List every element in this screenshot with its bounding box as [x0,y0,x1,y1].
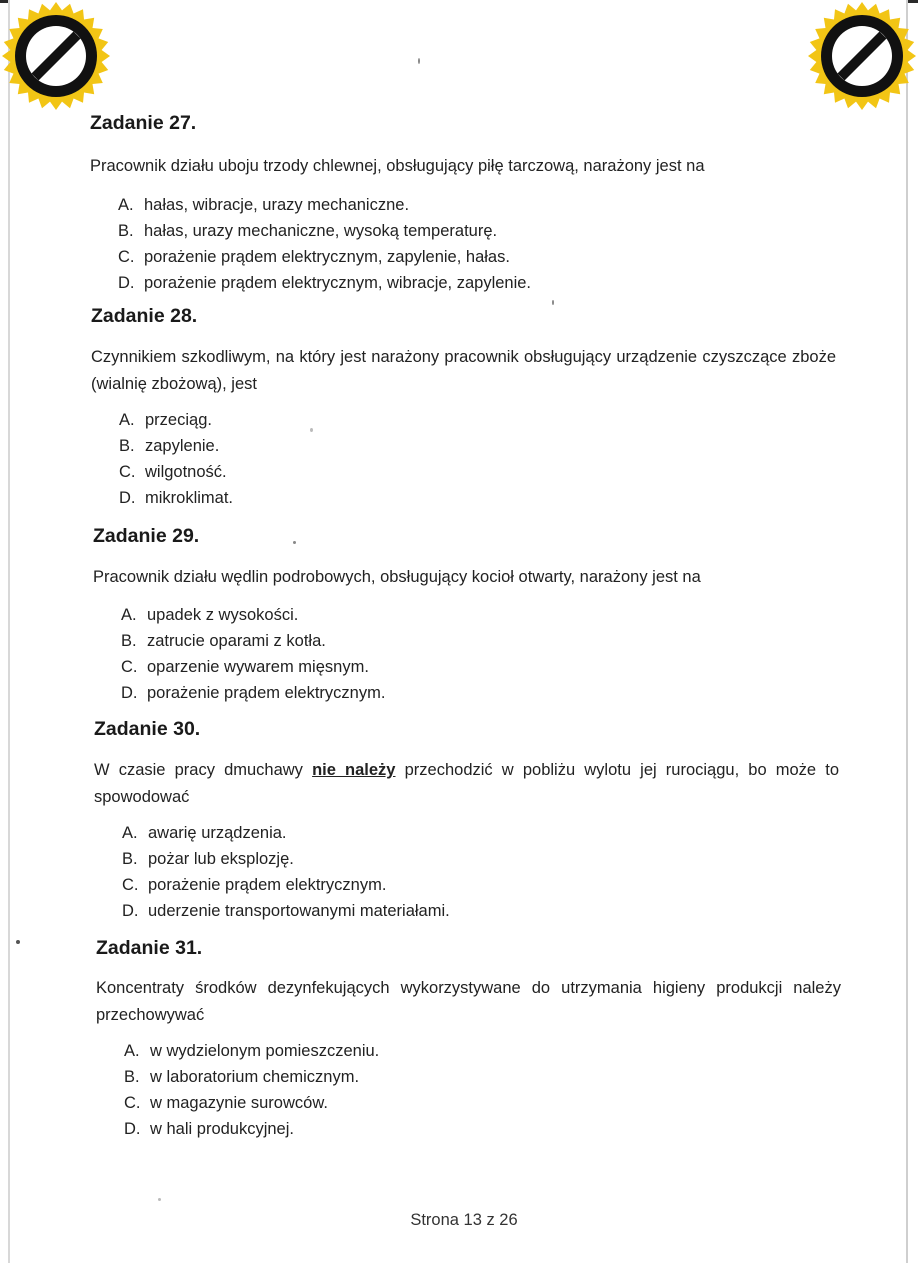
scan-speck [418,58,420,64]
task-30 [94,718,839,924]
page-number: Strona 13 z 26 [410,1211,518,1229]
scan-speck [552,300,554,305]
task-29 [93,525,838,706]
task-title: Zadanie 29. [93,525,200,547]
answer-option-b: B. w laboratorium chemicznym. [124,1068,360,1086]
answer-option-c: C. oparzenie wywarem mięsnym. [121,658,369,676]
answer-option-a: A. awarię urządzenia. [122,824,287,842]
answer-options [94,820,839,924]
answer-option-b: B. pożar lub eksplozję. [122,850,294,868]
task-title: Zadanie 30. [94,718,201,740]
answer-option-c: C. wilgotność. [119,463,227,481]
task-question: W czasie pracy dmuchawy nie należy przechodzić w pobliżu wylotu jej rurociągu, bo może to spowodować [94,761,839,806]
scan-speck [293,541,296,544]
answer-option-d: D. uderzenie transportowanymi materiałami. [122,902,450,920]
answer-option-a: A. upadek z wysokości. [121,606,299,624]
answer-options [93,602,838,706]
scan-speck [158,1198,161,1201]
answer-option-c: C. porażenie prądem elektrycznym. [122,876,387,894]
answer-option-d: D. mikroklimat. [119,489,234,507]
answer-option-d: D. w hali produkcyjnej. [124,1120,294,1138]
task-title: Zadanie 31. [96,937,203,959]
task-31 [96,937,841,1142]
answer-option-b: B. hałas, urazy mechaniczne, wysoką temperaturę. [118,222,498,240]
answer-option-d: D. porażenie prądem elektrycznym, wibracje, zapylenie. [118,274,532,292]
answer-option-a: A. w wydzielonym pomieszczeniu. [124,1042,380,1060]
task-question: Koncentraty środków dezynfekujących wykorzystywane do utrzymania higieny produkcji należy przechowywać [96,979,841,1024]
task-question: Pracownik działu wędlin podrobowych, obsługujący kocioł otwarty, narażony jest na [93,568,701,586]
answer-options [96,1038,841,1142]
prohibited-sign-icon [2,2,110,110]
task-question: Czynnikiem szkodliwym, na który jest narażony pracownik obsługujący urządzenie czyszczące zboże (wialnię zbożową), jest [91,348,836,393]
task-title: Zadanie 27. [90,112,197,134]
scan-speck [16,940,20,944]
answer-option-d: D. porażenie prądem elektrycznym. [121,684,386,702]
answer-option-c: C. porażenie prądem elektrycznym, zapylenie, hałas. [118,248,510,266]
emphasis-not-allowed: nie należy [312,761,396,779]
task-question: Pracownik działu uboju trzody chlewnej, obsługujący piłę tarczową, narażony jest na [90,157,705,175]
answer-option-c: C. w magazynie surowców. [124,1094,328,1112]
answer-option-b: B. zapylenie. [119,437,220,455]
task-title: Zadanie 28. [91,305,198,327]
task-28 [91,305,836,511]
task-27 [90,112,835,296]
answer-options [91,407,836,511]
answer-option-a: A. hałas, wibracje, urazy mechaniczne. [118,196,410,214]
scan-speck [310,428,313,432]
answer-option-a: A. przeciąg. [119,411,212,429]
answer-option-b: B. zatrucie oparami z kotła. [121,632,326,650]
prohibited-sign-icon [808,2,916,110]
answer-options [90,192,835,296]
